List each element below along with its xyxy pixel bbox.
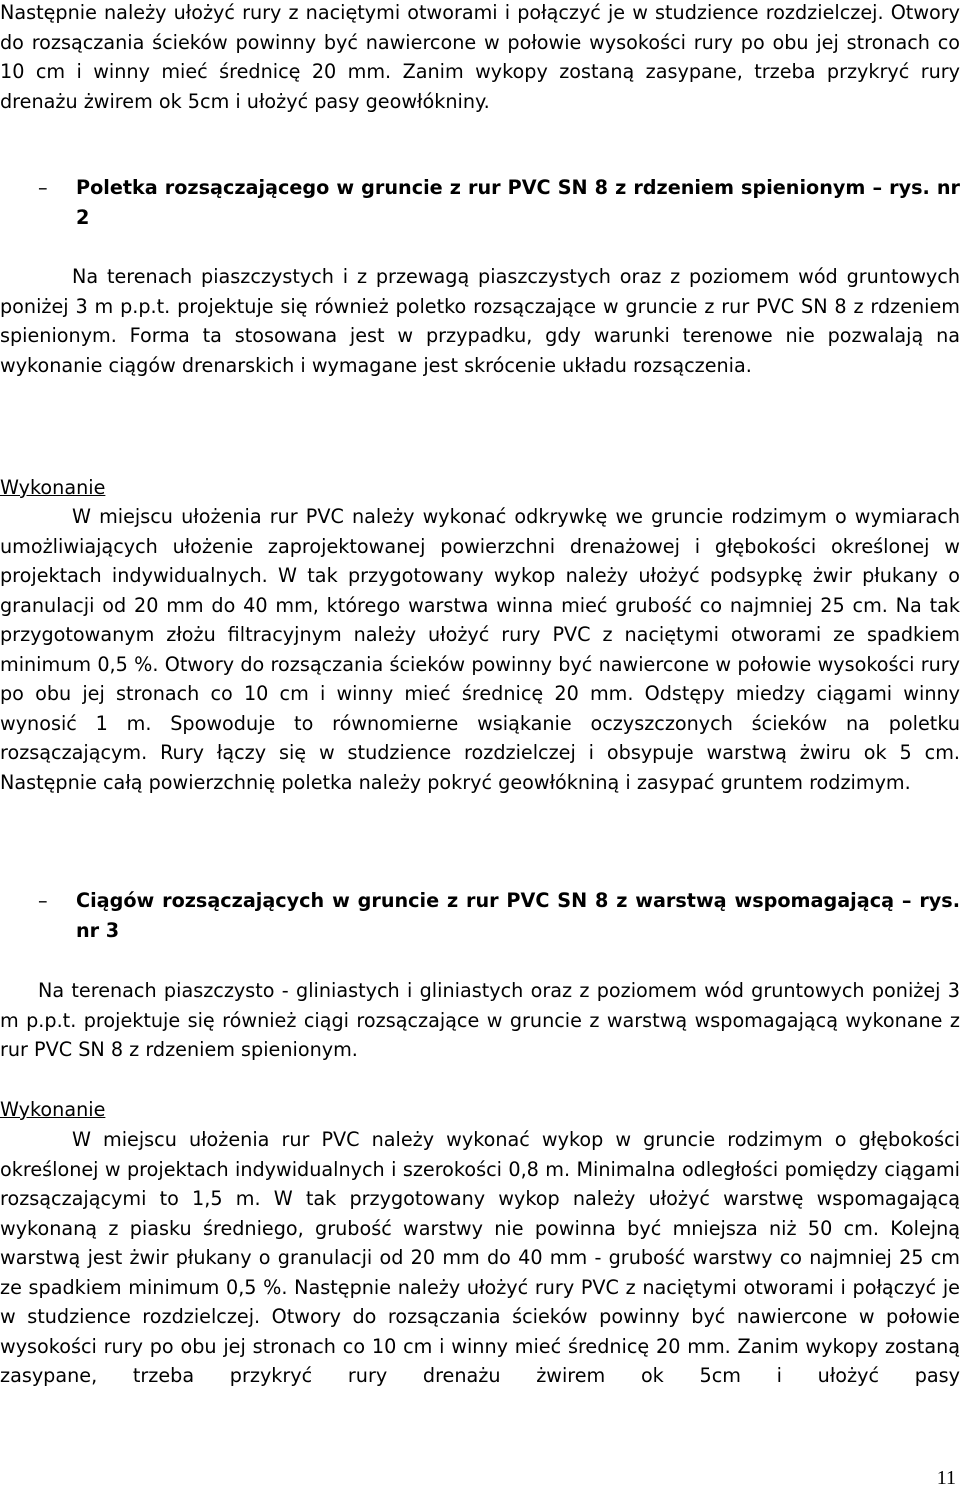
paragraph-poletko-wykonanie: W miejscu ułożenia rur PVC należy wykonać odkrywkę we gruncie rodzimym o wymiarach umożliwiających ułożenie zaprojektowanej powierzchni drenażowej i głębokości określonej w projektach indywidualnych. W tak przygotowany wykop należy ułożyć podsypkę żwir płukany o granulacji od 20 mm do 40 mm, którego warstwa winna mieć grubość co najmniej 25 cm. Na tak przygotowanym złożu filtracyjnym należy ułożyć rury PVC z naciętymi otworami ze spadkiem minimum 0,5 %. Otwory do rozsączania ścieków powinny być nawiercone w połowie wysokości rury po obu jej stronach co 10 cm i winny mieć średnicę 20 mm. Odstępy miedzy ciągami winny wynosić 1 m. Spowoduje to równomierne wsiąkanie oczyszczonych ścieków na poletku rozsączającym. Rury łączy się w studzience rozdzielczej i obsypuje warstwą żwiru ok 5 cm. Następnie całą powierzchnię poletka należy pokryć geowłókniną i zasypać gruntem rodzimym. (0, 505, 960, 794)
paragraph-ciagi-wykonanie: W miejscu ułożenia rur PVC należy wykonać wykop w gruncie rodzimym o głębokości określonej w projektach indywidualnych i szerokości 0,8 m. Minimalna odległości pomiędzy ciągami rozsączającymi to 1,5 m. W tak przygotowany wykop należy ułożyć warstwę wspomagającą wykonaną z piasku średniego, grubość warstwy nie powinna być mniejsza niż 50 cm. Kolejną warstwą jest żwir płukany o granulacji od 20 mm do 40 mm - grubość warstwy co najmniej 25 cm ze spadkiem minimum 0,5 %. Następnie należy ułożyć rury PVC z naciętymi otworami i połączyć je w studzience rozdzielczej. Otwory do rozsączania ścieków powinny być nawiercone w połowie wysokości rury po obu jej stronach co 10 cm i winny mieć średnicę 20 mm. Zanim wykopy zostaną zasypane, trzeba przykryć rury drenażu żwirem ok 5cm i ułożyć pasy (0, 1128, 960, 1387)
page-number: 11 (936, 1467, 956, 1489)
paragraph-ciagi-description: Na terenach piaszczysto - gliniastych i gliniastych oraz z poziomem wód gruntowych poniżej 3 m p.p.t. projektuje się również ciągi rozsączające w gruncie z warstwą wspomagającą wykonane z rur PVC SN 8 z rdzeniem spienionym. (0, 979, 960, 1061)
dash-bullet: – (38, 889, 48, 912)
section-heading-text: Ciągów rozsączających w gruncie z rur PVC SN 8 z warstwą wspomagającą – rys. nr 3 (76, 889, 960, 942)
section-heading-poletko (0, 173, 960, 232)
dash-bullet: – (38, 176, 48, 199)
paragraph-intro: Następnie należy ułożyć rury z naciętymi otworami i połączyć je w studzience rozdzielczej. Otwory do rozsączania ścieków powinny być nawiercone w połowie wysokości rury po obu jej stronach co 10 cm i winny mieć średnicę 20 mm. Zanim wykopy zostaną zasypane, trzeba przykryć rury drenażu żwirem ok 5cm i ułożyć pasy geowłókniny. (0, 1, 960, 113)
label-wykonanie: Wykonanie (0, 476, 106, 499)
section-heading-ciagi (0, 886, 960, 945)
label-wykonanie: Wykonanie (0, 1098, 106, 1121)
paragraph-poletko-description: Na terenach piaszczystych i z przewagą piaszczystych oraz z poziomem wód gruntowych poniżej 3 m p.p.t. projektuje się również poletko rozsączające w gruncie z rur PVC SN 8 z rdzeniem spienionym. Forma ta stosowana jest w przypadku, gdy warunki terenowe nie pozwalają na wykonanie ciągów drenarskich i wymagane jest skrócenie układu rozsączenia. (0, 265, 960, 377)
section-heading-text: Poletka rozsączającego w gruncie z rur PVC SN 8 z rdzeniem spienionym – rys. nr 2 (76, 176, 960, 229)
